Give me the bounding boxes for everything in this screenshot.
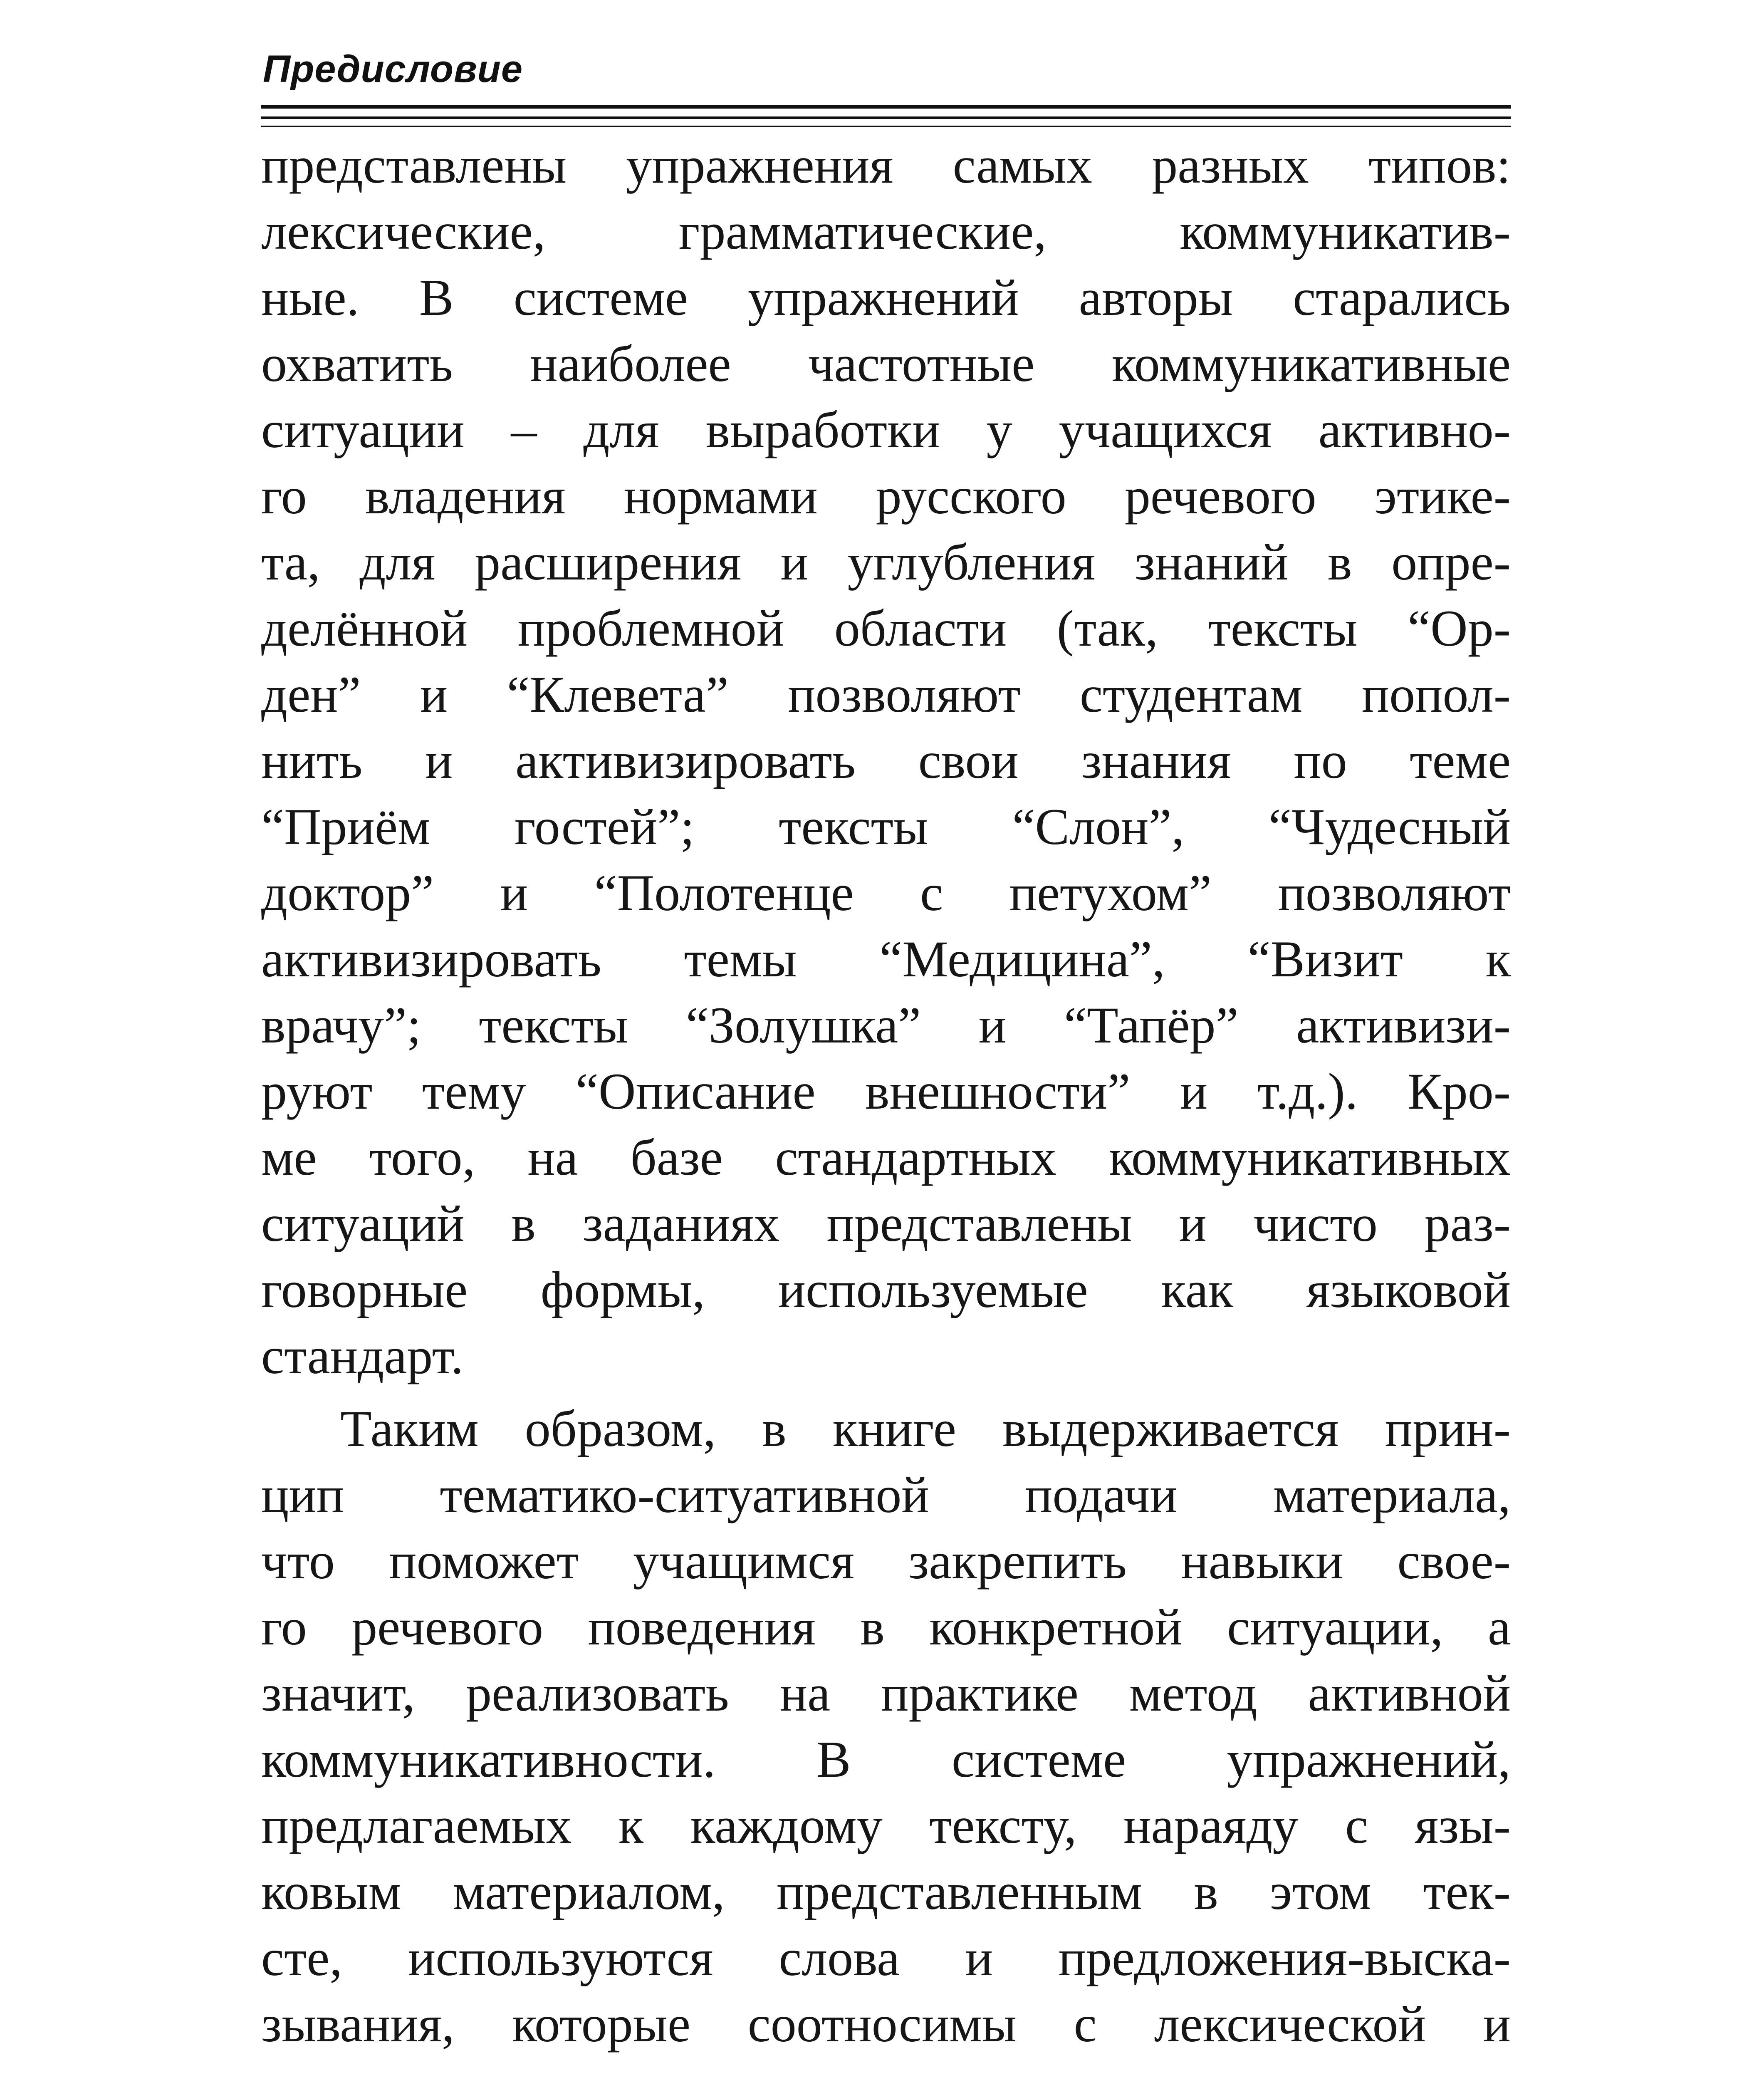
- text-line: ден” и “Клевета” позволяют студентам попол-: [261, 666, 1511, 723]
- text-line: ситуаций в заданиях представлены и чисто раз-: [261, 1195, 1511, 1252]
- text-line: Таким образом, в книге выдерживается прин-: [340, 1400, 1511, 1457]
- text-line: нить и активизировать свои знания по теме: [261, 732, 1511, 789]
- body-text: [261, 132, 1511, 2057]
- text-line: что поможет учащимся закрепить навыки свое-: [261, 1533, 1511, 1590]
- text-line: предлагаемых к каждому тексту, нараяду с язы-: [261, 1797, 1511, 1854]
- text-line: ме того, на базе стандартных коммуникативных: [261, 1129, 1511, 1186]
- text-line: го речевого поведения в конкретной ситуации, а: [261, 1599, 1511, 1656]
- text-line: цип тематико-ситуативной подачи материала,: [261, 1466, 1511, 1523]
- text-line: ные. В системе упражнений авторы старались: [261, 269, 1511, 326]
- text-line: ситуации – для выработки у учащихся активно-: [261, 401, 1511, 458]
- text-line: врачу”; тексты “Золушка” и “Тапёр” активизи-: [261, 997, 1511, 1054]
- text-line: доктор” и “Полотенце с петухом” позволяют: [261, 864, 1511, 921]
- running-title: Предисловие: [263, 48, 523, 90]
- header-rule-thin: [261, 126, 1511, 127]
- paragraph-gap: [261, 1389, 1511, 1396]
- text-line: делённой проблемной области (так, тексты “Ор-: [261, 600, 1511, 657]
- text-line: та, для расширения и углубления знаний в опре-: [261, 534, 1511, 591]
- text-line: активизировать темы “Медицина”, “Визит к: [261, 931, 1511, 988]
- text-line: руют тему “Описание внешности” и т.д.). Кро-: [261, 1063, 1511, 1120]
- text-line: зывания, которые соотносимы с лексической и: [261, 1996, 1511, 2053]
- text-line: стандарт.: [261, 1327, 464, 1384]
- text-line: лексические, грамматические, коммуникатив-: [261, 203, 1511, 260]
- text-line: коммуникативности. В системе упражнений,: [261, 1731, 1511, 1788]
- text-line: сте, используются слова и предложения-выска-: [261, 1929, 1511, 1986]
- header-rule-thick: [261, 105, 1511, 109]
- text-line: значит, реализовать на практике метод активной: [261, 1665, 1511, 1722]
- text-line: говорные формы, используемые как языковой: [261, 1261, 1511, 1318]
- header-rule-middle: [261, 116, 1511, 119]
- text-line: ковым материалом, представленным в этом тек-: [261, 1863, 1511, 1920]
- paragraph-2: [261, 1396, 1511, 2057]
- text-line: представлены упражнения самых разных типов:: [261, 137, 1511, 194]
- text-line: “Приём гостей”; тексты “Слон”, “Чудесный: [261, 798, 1511, 855]
- text-line: го владения нормами русского речевого этике-: [261, 468, 1511, 525]
- paragraph-1: [261, 132, 1511, 1389]
- text-line: охватить наиболее частотные коммуникативные: [261, 335, 1511, 392]
